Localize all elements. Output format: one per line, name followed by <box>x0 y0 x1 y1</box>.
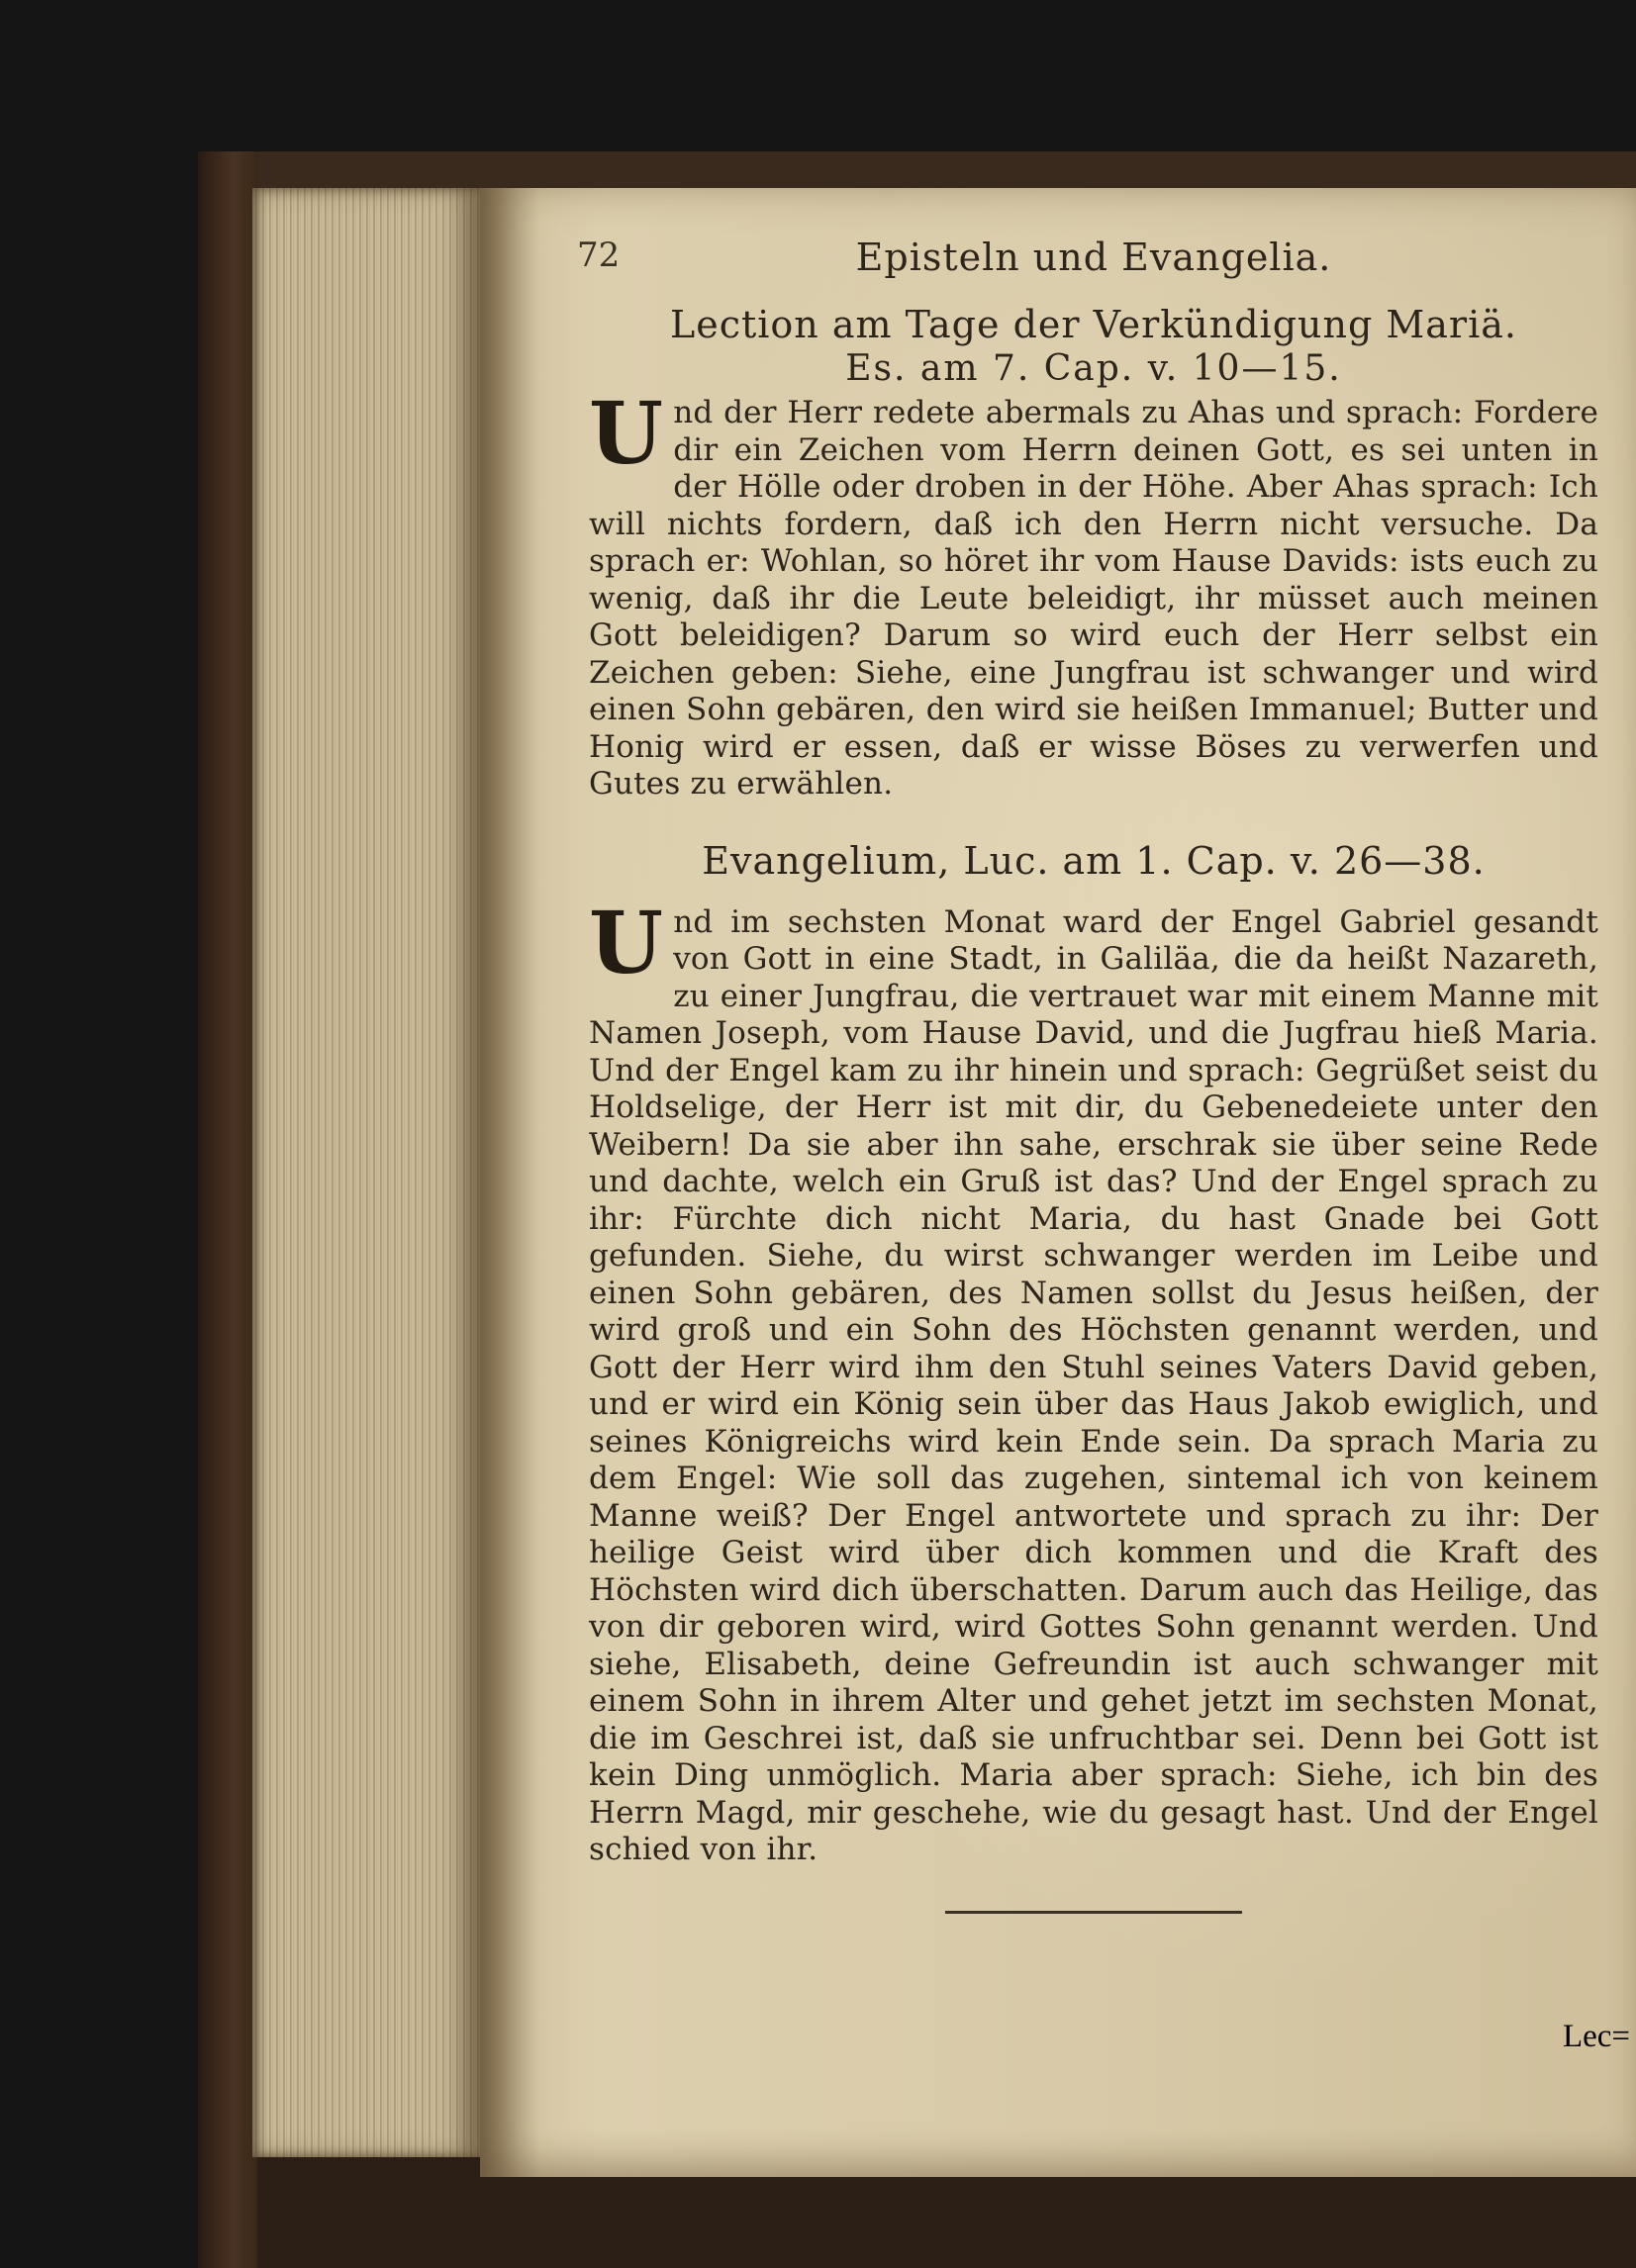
page-number: 72 <box>577 236 621 275</box>
gospel-text <box>589 893 1598 1869</box>
page-edges <box>252 188 480 2157</box>
gospel-dropcap: U <box>589 893 664 993</box>
lesson-text <box>589 384 1598 803</box>
book-spine-edge <box>198 151 257 2268</box>
gospel-title: Evangelium, Luc. am 1. Cap. v. 26—38. <box>702 838 1486 883</box>
book-page <box>480 188 1636 2177</box>
running-head <box>577 236 1598 295</box>
lesson-reference: Es. am 7. Cap. v. 10—15. <box>845 348 1342 389</box>
section-divider <box>945 1911 1242 1914</box>
lesson-title: Lection am Tage der Verkündigung Mariä. <box>670 303 1517 346</box>
catchword: Lec= <box>1562 2019 1630 2054</box>
lesson-body: nd der Herr redete abermals zu Ahas und sprach: Fordere dir ein Zeichen vom Herrn deinen Gott, es sei unten in der Hölle oder droben in der Höhe. Aber Ahas sprach: Ich will nichts fordern, daß ich den Herrn nicht versuche. Da sprach er: Wohlan, so höret ihr vom Hause Davids: ists euch zu wenig, daß ihr die Leute beleidigt, ihr müsset auch meinen Gott beleidigen? Darum so wird euch der Herr selbst ein Zeichen geben: Siehe, eine Jungfrau ist schwanger und wird einen Sohn gebären, den wird sie heißen Immanuel; Butter und Honig wird er essen, daß er wisse Böses zu verwerfen und Gutes zu erwählen. <box>589 395 1598 802</box>
lesson-dropcap: U <box>589 384 664 484</box>
gospel-body: nd im sechsten Monat ward der Engel Gabriel gesandt von Gott in eine Stadt, in Galiläa, die da heißt Nazareth, zu einer Jungfrau, die vertrauet war mit einem Manne mit Namen Joseph, vom Hause David, und die Jugfrau hieß Maria. Und der Engel kam zu ihr hinein und sprach: Gegrüßet seist du Holdselige, der Herr ist mit dir, du Gebenedeiete unter den Weibern! Da sie aber ihn sahe, erschrak sie über seine Rede und dachte, welch ein Gruß ist das? Und der Engel sprach zu ihr: Fürchte dich nicht Maria, du hast Gnade bei Gott gefunden. Siehe, du wirst schwanger werden im Leibe und einen Sohn gebären, des Namen sollst du Jesus heißen, der wird groß und ein Sohn des Höchsten genannt werden, und Gott der Herr wird ihm den Stuhl seines Vaters David geben, und er wird ein König sein über das Haus Jakob ewiglich, und seines Königreichs wird kein Ende sein. Da sprach Maria zu dem Engel: Wie soll das zugehen, sintemal ich von keinem Manne weiß? Der Engel antwortete und sprach zu ihr: Der heilige Geist wird über dich kommen und die Kraft des Höchsten wird dich überschatten. Darum auch das Heilige, das von dir geboren wird, wird Gottes Sohn genannt werden. Und siehe, Elisabeth, deine Gefreundin ist auch schwanger mit einem Sohn in ihrem Alter und gehet jetzt im sechsten Monat, die im Geschrei ist, daß sie unfruchtbar sei. Denn bei Gott ist kein Ding unmöglich. Maria aber sprach: Siehe, ich bin des Herrn Magd, mir geschehe, wie du gesagt hast. Und der Engel schied von ihr. <box>589 903 1598 1867</box>
page-text-block <box>577 236 1598 1914</box>
running-head-title: Episteln und Evangelia. <box>855 236 1332 279</box>
